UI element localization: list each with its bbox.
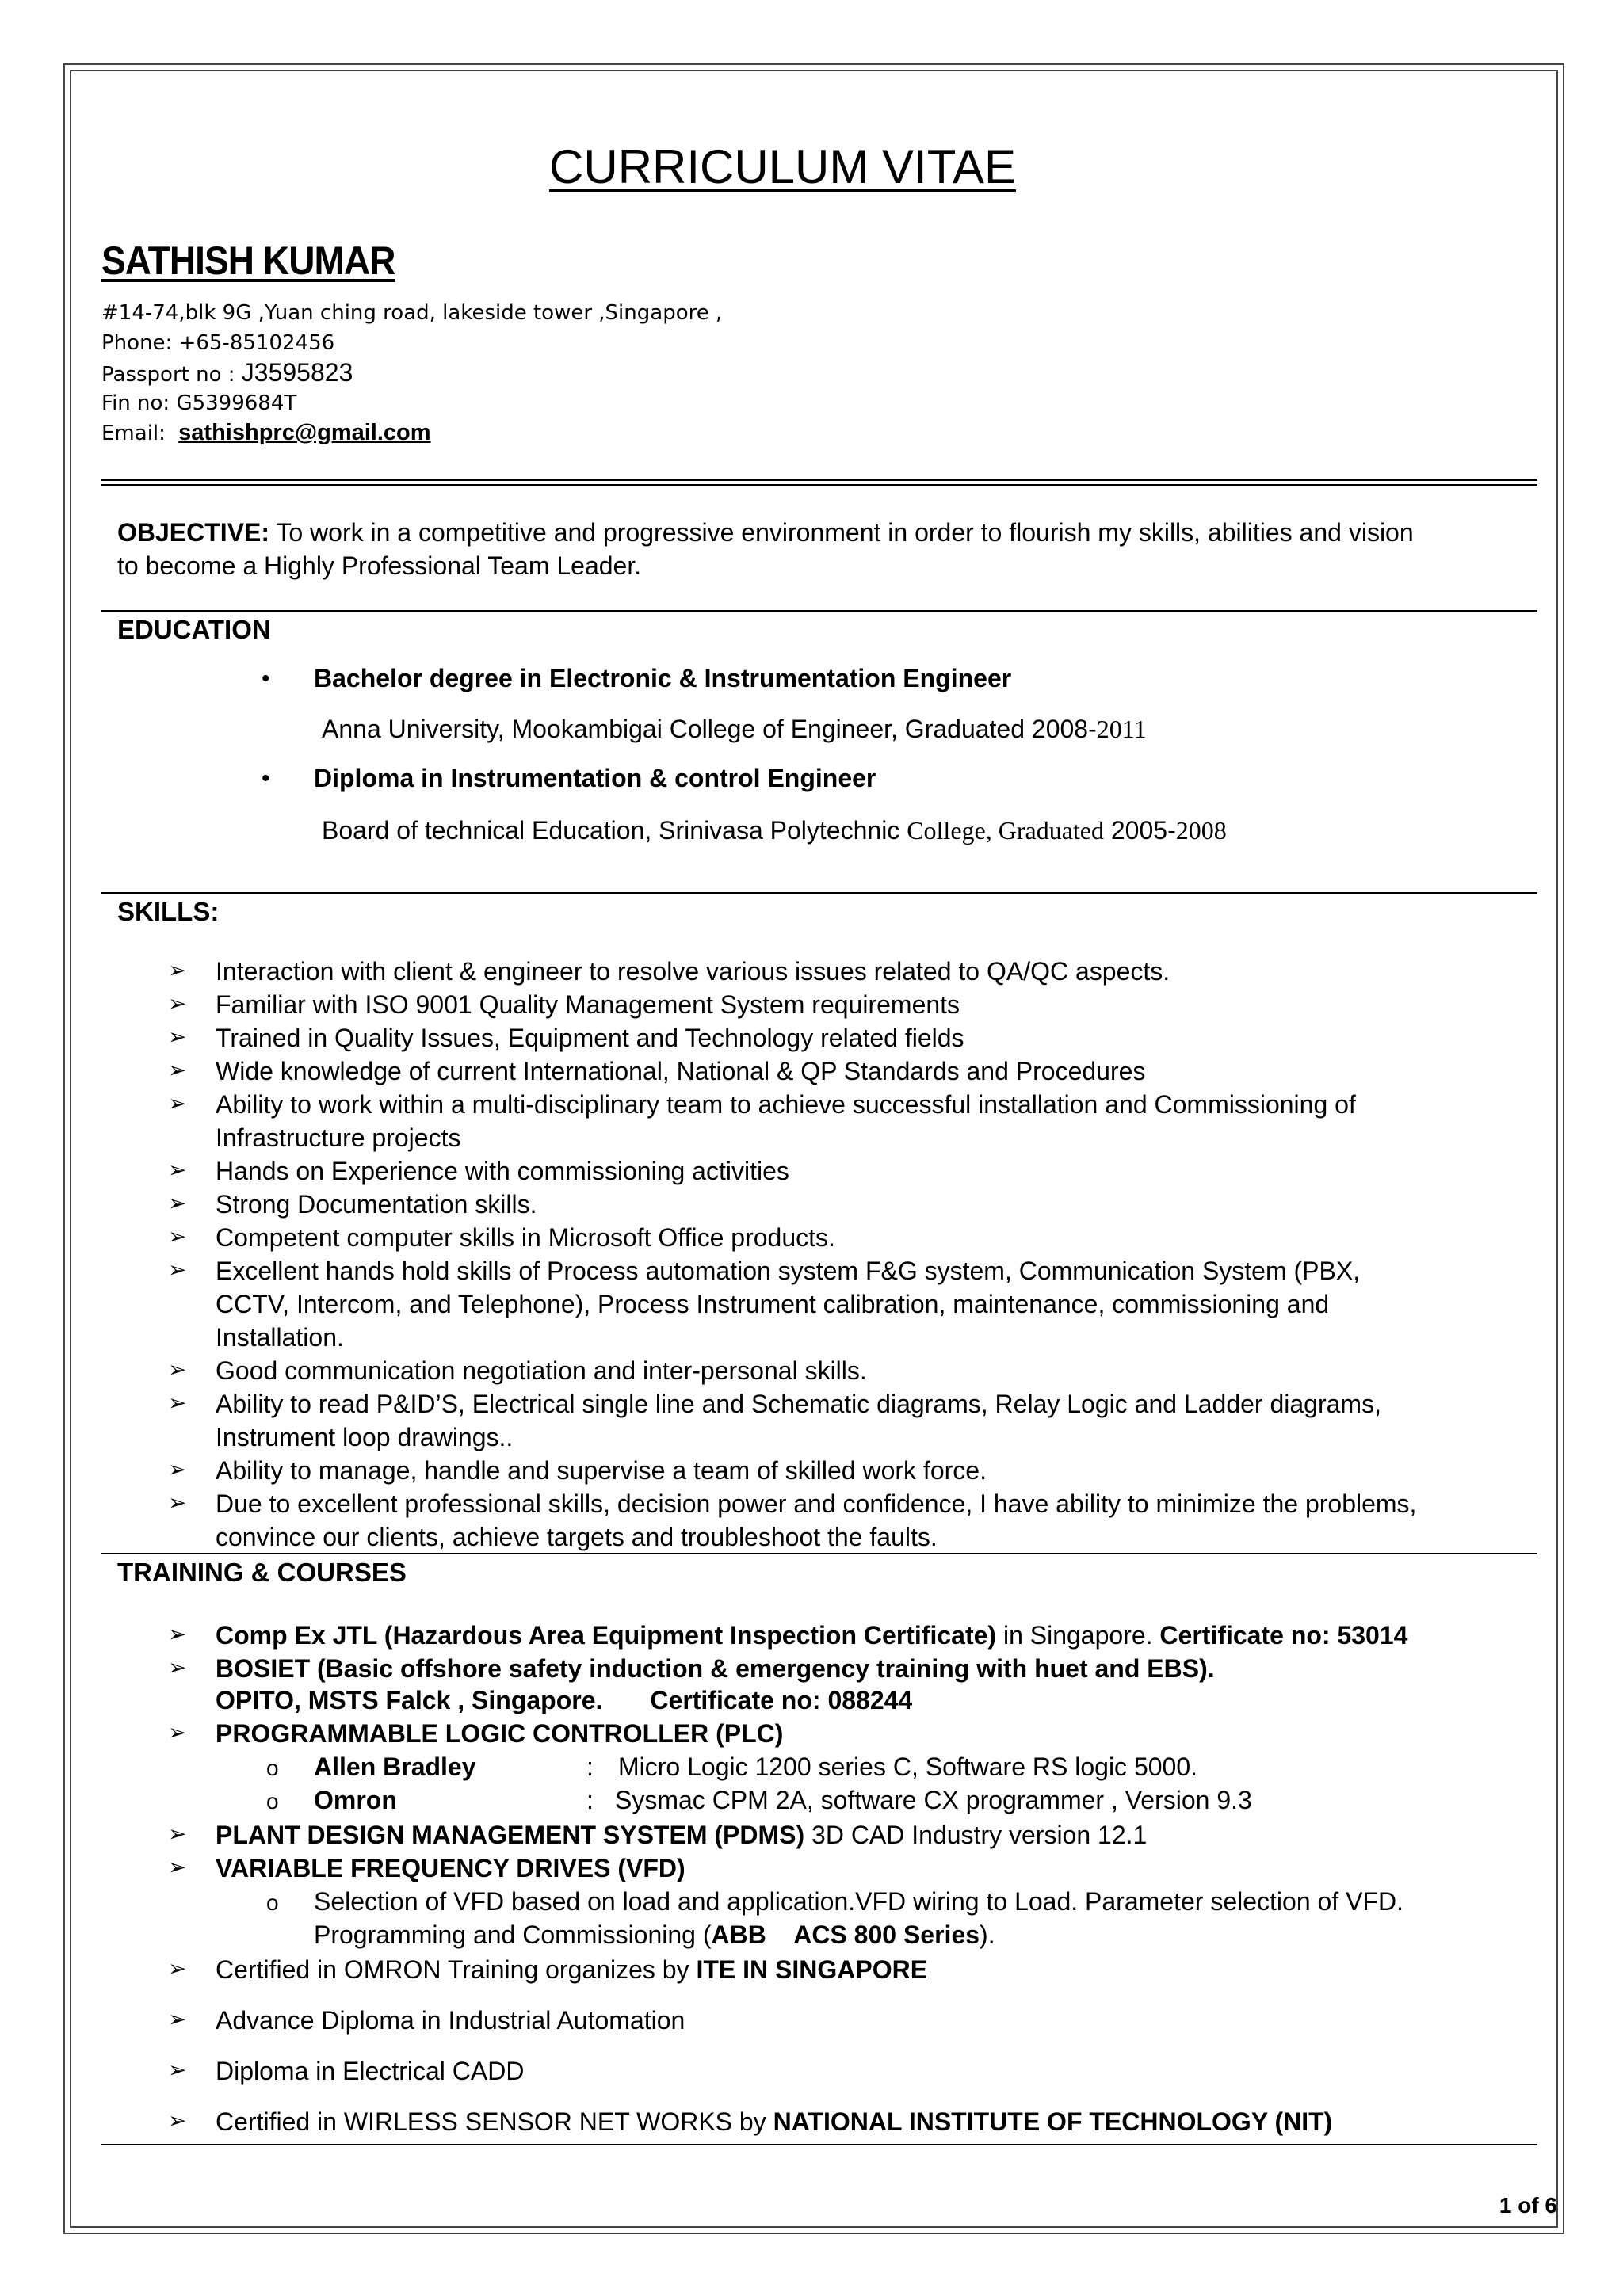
- arrow-bullet-icon: ➢: [168, 1158, 187, 1182]
- course-bosiet-provider: OPITO, MSTS Falck , Singapore. Certificate no: 088244: [216, 1686, 913, 1714]
- address: #14-74,blk 9G ,Yuan ching road, lakeside tower ,Singapore ,: [101, 301, 723, 325]
- course-pdms: PLANT DESIGN MANAGEMENT SYSTEM (PDMS) 3D CAD Industry version 12.1: [216, 1821, 1148, 1849]
- section-divider: [101, 892, 1537, 894]
- skill-item: Instrument loop drawings..: [216, 1423, 514, 1451]
- arrow-bullet-icon: ➢: [168, 1390, 187, 1415]
- skill-item: CCTV, Intercom, and Telephone), Process Instrument calibration, maintenance, commissioning and: [216, 1290, 1330, 1318]
- objective-line-1: OBJECTIVE: To work in a competitive and progressive environment in order to flourish my skills, abilities and vision: [117, 518, 1414, 547]
- objective-label: OBJECTIVE:: [117, 518, 270, 547]
- header-divider: [101, 479, 1537, 486]
- objective-line-2: to become a Highly Professional Team Leader.: [117, 551, 642, 580]
- education-detail: Anna University, Mookambigai College of Engineer, Graduated 2008-2011: [322, 715, 1147, 743]
- circle-bullet-icon: o: [266, 1890, 279, 1915]
- course-omron: Certified in OMRON Training organizes by ITE IN SINGAPORE: [216, 1955, 928, 1984]
- arrow-bullet-icon: ➢: [168, 1956, 187, 1981]
- arrow-bullet-icon: ➢: [168, 1457, 187, 1482]
- skill-item: Good communication negotiation and inter-personal skills.: [216, 1356, 867, 1385]
- education-degree: Diploma in Instrumentation & control Engineer: [314, 764, 876, 792]
- arrow-bullet-icon: ➢: [168, 1655, 187, 1680]
- arrow-bullet-icon: ➢: [168, 1855, 187, 1879]
- plc-detail: Micro Logic 1200 series C, Software RS logic 5000.: [618, 1753, 1198, 1781]
- arrow-bullet-icon: ➢: [168, 1091, 187, 1116]
- course-plc: PROGRAMMABLE LOGIC CONTROLLER (PLC): [216, 1719, 784, 1748]
- arrow-bullet-icon: ➢: [168, 2108, 187, 2133]
- arrow-bullet-icon: ➢: [168, 1257, 187, 1282]
- email: [101, 420, 431, 446]
- skill-item: convince our clients, achieve targets and troubleshoot the faults.: [216, 1523, 938, 1551]
- fin-number: Fin no: G5399684T: [101, 391, 297, 415]
- arrow-bullet-icon: ➢: [168, 1058, 187, 1082]
- section-divider: [101, 610, 1537, 612]
- arrow-bullet-icon: ➢: [168, 1821, 187, 1846]
- candidate-name: SATHISH KUMAR: [101, 238, 395, 283]
- skill-item: Infrastructure projects: [216, 1123, 461, 1152]
- skill-item: Installation.: [216, 1323, 344, 1352]
- bullet-dot: •: [262, 765, 270, 791]
- vfd-detail: Selection of VFD based on load and application.VFD wiring to Load. Parameter selection of VFD.: [314, 1887, 1403, 1916]
- arrow-bullet-icon: ➢: [168, 1720, 187, 1745]
- circle-bullet-icon: o: [266, 1756, 279, 1780]
- skill-item: Due to excellent professional skills, decision power and confidence, I have ability to minimize the problems,: [216, 1489, 1417, 1518]
- arrow-bullet-icon: ➢: [168, 1024, 187, 1049]
- course-vfd: VARIABLE FREQUENCY DRIVES (VFD): [216, 1854, 685, 1882]
- arrow-bullet-icon: ➢: [168, 991, 187, 1016]
- passport: [101, 358, 353, 387]
- plc-detail: Sysmac CPM 2A, software CX programmer , Version 9.3: [615, 1786, 1252, 1814]
- skill-item: Ability to manage, handle and supervise a team of skilled work force.: [216, 1456, 987, 1485]
- skill-item: Ability to work within a multi-disciplinary team to achieve successful installation and Commissioning of: [216, 1090, 1356, 1119]
- arrow-bullet-icon: ➢: [168, 2007, 187, 2031]
- email-link[interactable]: sathishprc@gmail.com: [178, 420, 431, 445]
- training-heading: TRAINING & COURSES: [117, 1558, 407, 1587]
- course-adv-diploma: Advance Diploma in Industrial Automation: [216, 2006, 685, 2035]
- page-number: 1 of 6: [1499, 2193, 1557, 2218]
- plc-brand: Allen Bradley: [314, 1753, 476, 1781]
- passport-label: Passport no :: [101, 363, 242, 387]
- skill-item: Competent computer skills in Microsoft Office products.: [216, 1223, 835, 1252]
- skill-item: Ability to read P&ID’S, Electrical single line and Schematic diagrams, Relay Logic and Ladder diagrams,: [216, 1390, 1381, 1418]
- phone: Phone: +65-85102456: [101, 331, 335, 355]
- education-heading: EDUCATION: [117, 615, 271, 644]
- skills-heading: SKILLS:: [117, 897, 220, 926]
- arrow-bullet-icon: ➢: [168, 1622, 187, 1646]
- arrow-bullet-icon: ➢: [168, 1224, 187, 1249]
- course-cadd: Diploma in Electrical CADD: [216, 2057, 525, 2085]
- education-degree: Bachelor degree in Electronic & Instrumentation Engineer: [314, 664, 1012, 692]
- skill-item: Familiar with ISO 9001 Quality Management System requirements: [216, 990, 960, 1019]
- skill-item: Interaction with client & engineer to resolve various issues related to QA/QC aspects.: [216, 957, 1170, 986]
- skill-item: Excellent hands hold skills of Process automation system F&G system, Communication System (PBX,: [216, 1257, 1361, 1285]
- circle-bullet-icon: o: [266, 1789, 279, 1814]
- passport-number: J3595823: [241, 358, 353, 387]
- email-label: Email:: [101, 421, 173, 445]
- course-compex: Comp Ex JTL (Hazardous Area Equipment Inspection Certificate) in Singapore. Certificate no: 53014: [216, 1621, 1408, 1650]
- plc-colon: :: [586, 1753, 594, 1781]
- arrow-bullet-icon: ➢: [168, 1490, 187, 1515]
- section-divider: [101, 1553, 1537, 1554]
- skill-item: Hands on Experience with commissioning activities: [216, 1157, 789, 1185]
- vfd-detail: Programming and Commissioning (ABB ACS 800 Series).: [314, 1920, 995, 1949]
- arrow-bullet-icon: ➢: [168, 1191, 187, 1215]
- plc-brand: Omron: [314, 1786, 397, 1814]
- arrow-bullet-icon: ➢: [168, 958, 187, 982]
- document-title: CURRICULUM VITAE: [549, 140, 1016, 193]
- section-divider: [101, 2144, 1537, 2145]
- arrow-bullet-icon: ➢: [168, 2058, 187, 2082]
- skill-item: Trained in Quality Issues, Equipment and Technology related fields: [216, 1024, 964, 1052]
- skill-item: Strong Documentation skills.: [216, 1190, 537, 1219]
- skill-item: Wide knowledge of current International, National & QP Standards and Procedures: [216, 1057, 1146, 1085]
- arrow-bullet-icon: ➢: [168, 1357, 187, 1382]
- course-nit: Certified in WIRLESS SENSOR NET WORKS by NATIONAL INSTITUTE OF TECHNOLOGY (NIT): [216, 2107, 1333, 2136]
- education-detail: Board of technical Education, Srinivasa Polytechnic College, Graduated 2005-2008: [322, 816, 1227, 845]
- course-bosiet: BOSIET (Basic offshore safety induction & emergency training with huet and EBS).: [216, 1654, 1215, 1683]
- plc-colon: :: [586, 1786, 594, 1814]
- bullet-dot: •: [262, 666, 270, 692]
